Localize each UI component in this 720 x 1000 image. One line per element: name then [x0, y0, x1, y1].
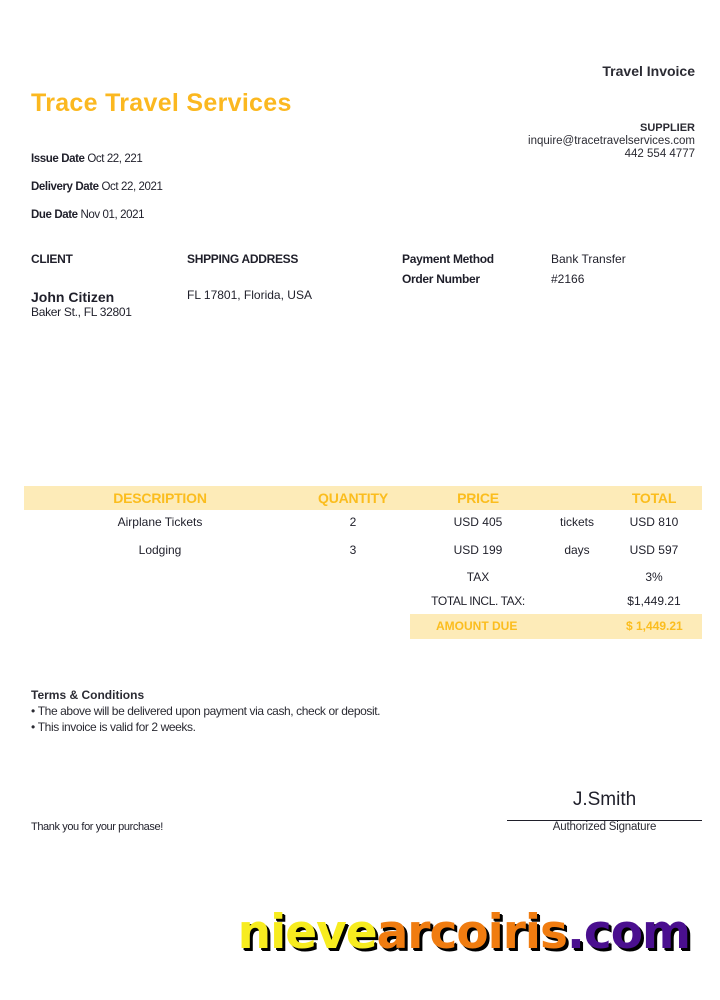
row-description: Airplane Tickets	[117, 515, 203, 529]
bullet-icon: •	[31, 704, 38, 718]
watermark-part-3: .com	[567, 905, 690, 960]
tax-value: 3%	[645, 570, 663, 584]
row-unit: days	[564, 543, 590, 557]
document-type-title: Travel Invoice	[602, 63, 695, 79]
supplier-block	[528, 122, 695, 161]
terms-item: • The above will be delivered upon payment via cash, check or deposit.	[31, 704, 381, 718]
payment-method-label: Payment Method	[402, 252, 494, 266]
supplier-label: SUPPLIER	[639, 122, 695, 134]
issue-date-row	[31, 153, 142, 165]
due-date-value: Nov 01, 2021	[80, 209, 145, 221]
delivery-date-value: Oct 22, 2021	[101, 181, 163, 193]
watermark-logo	[238, 905, 690, 960]
tax-label: TAX	[466, 570, 490, 584]
watermark-part-2: arcoiris	[376, 905, 568, 960]
client-name: John Citizen	[31, 289, 115, 305]
row-total: USD 810	[629, 515, 679, 529]
amount-due-value: $ 1,449.21	[626, 619, 683, 633]
issue-date-label: Issue Date	[31, 153, 85, 165]
amount-due-label: AMOUNT DUE	[436, 619, 518, 633]
client-label: CLIENT	[31, 252, 73, 266]
supplier-phone: 442 554 4777	[624, 148, 695, 160]
row-price: USD 199	[453, 543, 503, 557]
issue-date-value: Oct 22, 221	[87, 153, 143, 165]
thank-you-note: Thank you for your purchase!	[31, 821, 163, 833]
supplier-email: inquire@tracetravelservices.com	[528, 135, 695, 147]
signature-name: J.Smith	[572, 789, 637, 810]
row-quantity: 3	[349, 543, 357, 557]
row-price: USD 405	[453, 515, 503, 529]
column-header-total: TOTAL	[631, 490, 677, 506]
order-number-label: Order Number	[402, 272, 480, 286]
client-address: Baker St., FL 32801	[31, 305, 132, 319]
delivery-date-row	[31, 181, 163, 193]
terms-title: Terms & Conditions	[31, 688, 145, 702]
column-header-description: DESCRIPTION	[113, 490, 207, 506]
row-total: USD 597	[629, 543, 679, 557]
bullet-icon: •	[31, 720, 38, 734]
column-header-price: PRICE	[457, 490, 499, 506]
terms-item: • This invoice is valid for 2 weeks.	[31, 720, 196, 734]
watermark-part-1: nieve	[237, 905, 377, 960]
column-header-quantity: QUANTITY	[318, 490, 388, 506]
company-name: Trace Travel Services	[31, 89, 292, 117]
signature-label: Authorized Signature	[552, 821, 657, 833]
row-description: Lodging	[138, 543, 182, 557]
order-number-value: #2166	[551, 272, 585, 286]
total-incl-tax-label: TOTAL INCL. TAX:	[431, 594, 525, 608]
due-date-label: Due Date	[31, 209, 78, 221]
shipping-address-value: FL 17801, Florida, USA	[187, 288, 312, 302]
row-unit: tickets	[559, 515, 594, 529]
payment-method-value: Bank Transfer	[551, 252, 626, 266]
row-quantity: 2	[349, 515, 357, 529]
shipping-address-label: SHPPING ADDRESS	[187, 252, 299, 266]
delivery-date-label: Delivery Date	[31, 181, 99, 193]
due-date-row	[31, 209, 144, 221]
total-incl-tax-value: $1,449.21	[627, 594, 681, 608]
